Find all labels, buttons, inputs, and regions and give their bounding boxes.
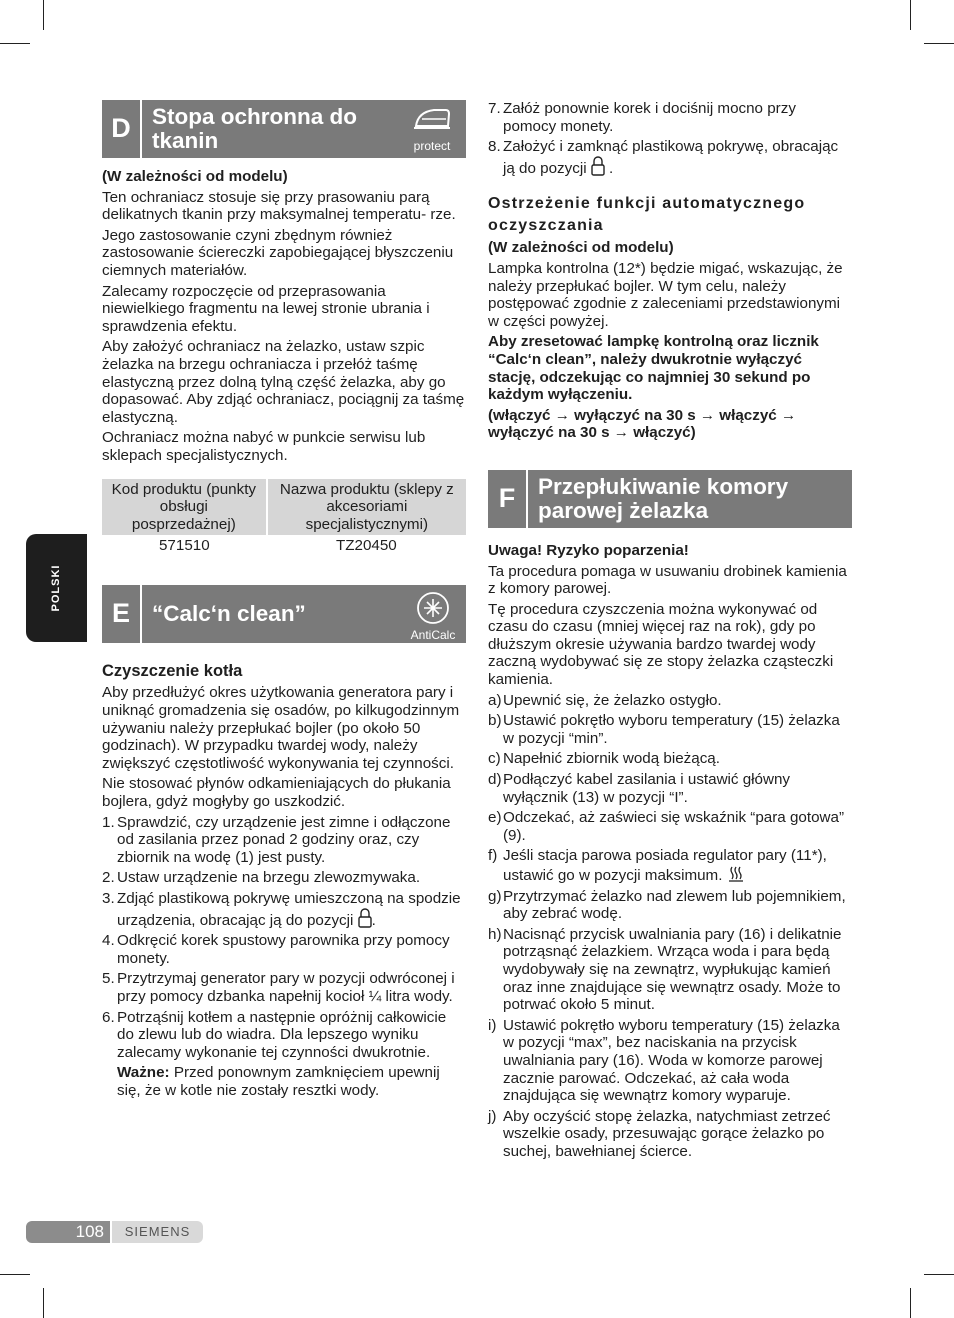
list-item: i) Ustawić pokrętło wyboru temperatury (15) żelazka w pozycji “max”, bez naciskania na przycisk uwalniania pary (16). Woda w komorze parowej zacznie parować. Odczekać, aż cała woda znajdująca się wewnątrz komory wyparuje. <box>488 1016 840 1105</box>
list-item: 7. Załóż ponownie korek i dociśnij mocno przy pomocy monety. <box>488 100 796 135</box>
brand-label: SIEMENS <box>112 1221 203 1243</box>
crop-mark <box>910 0 911 30</box>
list-item: c) Napełnić zbiornik wodą bieżącą. <box>488 750 720 768</box>
section-title: Przepłukiwanie komory parowej żelazka <box>538 473 789 523</box>
product-table <box>102 479 466 557</box>
list-item: f) Jeśli stacja parowa posiada regulator pary (11*), ustawić go w pozycji maksimum. <box>488 847 827 884</box>
table-header: Kod produktu (punkty obsługi posprzedażnej) <box>102 479 267 536</box>
table-cell: 571510 <box>158 537 210 555</box>
list-item: j) Aby oczyścić stopę żelazka, natychmiast zetrzeć wszelkie osady, przesuwając gorące żelazko po suchej, bawełnianej ścierce. <box>488 1107 831 1160</box>
paragraph: Ochraniacz można nabyć w punkcie serwisu lub sklepach specjalistycznych. <box>102 429 426 464</box>
crop-mark <box>924 1274 954 1275</box>
left-column <box>102 100 466 1103</box>
list-item: a) Upewnić się, że żelazko ostygło. <box>488 691 722 709</box>
paragraph: Aby przedłużyć okres użytkowania generatora pary i uniknąć gromadzenia się osadów, po kilkugodzinnym używaniu należy przepłukać bojler (po około 50 godzinach). W przypadku twardej wody, należy zwiększyć częstotliwość wykonywania tej czynności. <box>102 684 460 772</box>
table-cell: TZ20450 <box>335 537 397 555</box>
list-item: d) Podłączyć kabel zasilania i ustawić główny wyłącznik (13) w pozycji “I”. <box>488 771 791 806</box>
protect-badge <box>406 106 458 155</box>
list-item: 5. Przytrzymaj generator pary w pozycji odwróconej i przy pomocy dzbanka napełnij kocioł ¼ litra wody. <box>102 970 455 1005</box>
list-item: 6. Potrząśnij kotłem a następnie opróżnij całkowicie do zlewu lub do wiadra. Dla lepszego wyniku zalecamy wykonanie tej czynności dwukrotnie. <box>102 1008 447 1061</box>
crop-mark <box>0 43 30 44</box>
caution-note: Uwaga! Ryzyko poparzenia! <box>488 541 689 559</box>
reset-sequence: (włączyć → wyłączyć na 30 s → włączyć → wyłączyć na 30 s → włączyć) <box>488 406 797 442</box>
paragraph: Jego zastosowanie czyni zbędnym również zastosowanie ściereczki zapobiegającej błyszczeniu ciemnych materiałów. <box>102 226 454 279</box>
subheading: Czyszczenie kotła <box>102 661 243 680</box>
section-letter: E <box>102 585 140 643</box>
paragraph: Ta procedura pomaga w usuwaniu drobinek kamienia z komory parowej. <box>488 562 847 598</box>
section-letter: D <box>102 100 140 158</box>
crop-mark <box>43 1288 44 1318</box>
anticalc-badge <box>402 591 464 645</box>
badge-label: protect <box>413 138 451 153</box>
list-item: 8. Założyć i zamknąć plastikową pokrywę, obracając ją do pozycji . <box>488 138 839 177</box>
padlock-icon <box>358 908 372 928</box>
warning-heading: Ostrzeżenie funkcji automatycznego oczyszczania <box>488 195 806 235</box>
steam-icon <box>727 865 745 883</box>
model-note: (W zależności od modelu) <box>488 239 674 257</box>
paragraph: Tę procedura czyszczenia można wykonywać od czasu do czasu (mniej więcej raz na rok), gdy po dłuższym okresie używania bardzo twardej wody zaczną wydobywać się ze stopy żelazka cząsteczki kamienia. <box>488 600 834 689</box>
list-item: b) Ustawić pokrętło wyboru temperatury (15) żelazka w pozycji “min”. <box>488 712 840 747</box>
table-header: Nazwa produktu (sklepy z akcesoriami specjalistycznymi) <box>267 479 466 536</box>
paragraph: Zalecamy rozpoczęcie od przeprasowania niewielkiego fragmentu na lewej stronie ubrania i sprawdzenia efektu. <box>102 282 430 335</box>
section-title: Stopa ochronna do tkanin <box>152 104 357 153</box>
reset-instructions: Aby zresetować lampkę kontrolną oraz licznik “Calc‘n clean”, należy dwukrotnie wyłączyć stację, odczekując co najmniej 30 sekund po każdym wyłączeniu. <box>488 333 819 404</box>
section-title: “Calc‘n clean” <box>152 600 306 626</box>
anticalc-icon <box>416 591 450 625</box>
padlock-icon <box>591 156 605 176</box>
section-f-header <box>488 470 852 528</box>
crop-mark <box>910 1288 911 1318</box>
section-letter: F <box>488 470 526 528</box>
list-item: e) Odczekać, aż zaświeci się wskaźnik “para gotowa” (9). <box>488 809 845 844</box>
page-number: 108 <box>26 1221 110 1243</box>
crop-mark <box>924 43 954 44</box>
list-item: 1. Sprawdzić, czy urządzenie jest zimne i odłączone od zasilania przez ponad 2 godziny oraz, czy zbiornik na wodę (1) jest pusty. <box>102 813 451 866</box>
iron-icon <box>412 106 452 132</box>
paragraph: Aby założyć ochraniacz na żelazko, ustaw szpic żelazka na brzegu ochraniacza i przełóż taśmę elastyczną przez dolną tylną część żelazka, aby go dopasować. Aby zdjąć ochraniacz, pociągnij za taśmę elastyczną. <box>102 338 465 426</box>
important-note: Ważne: Przed ponownym zamknięciem upewnij się, że w kotle nie zostały resztki wody. <box>117 1064 440 1099</box>
language-tab <box>26 534 87 642</box>
crop-mark <box>43 0 44 30</box>
list-item: 4. Odkręcić korek spustowy parownika przy pomocy monety. <box>102 932 450 967</box>
right-column <box>488 100 852 1164</box>
language-tab-label: POLSKI <box>50 564 62 612</box>
list-item: 2. Ustaw urządzenie na brzegu zlewozmywaka. <box>102 869 421 887</box>
section-d-header <box>102 100 466 158</box>
section-e-header <box>102 585 466 643</box>
badge-label: AntiCalc <box>410 628 456 643</box>
paragraph: Nie stosować płynów odkamieniających do płukania bojlera, gdyż mogłyby go uszkodzić. <box>102 775 451 811</box>
crop-mark <box>0 1274 30 1275</box>
paragraph: Lampka kontrolna (12*) będzie migać, wskazując, że należy przepłukać bojler. W tym celu, należy postępować zgodnie z zaleceniami przedstawionymi w części powyżej. <box>488 259 843 330</box>
list-item: h) Nacisnąć przycisk uwalniania pary (16) i delikatnie potrząsnąć żelazkiem. Wrząca woda i para będą wydobywały się na zewnątrz, wypłukując kamień oraz inne znajdujące się wewnątrz osady. Może to potrwać około 5 minut. <box>488 925 842 1014</box>
model-note: (W zależności od modelu) <box>102 168 288 185</box>
list-item: g) Przytrzymać żelazko nad zlewem lub pojemnikiem, aby zebrać wodę. <box>488 887 846 923</box>
paragraph: Ten ochraniacz stosuje się przy prasowaniu parą delikatnych tkanin przy maksymalnej temperatu- rze. <box>102 188 456 224</box>
list-item: 3. Zdjąć plastikową pokrywę umieszczoną na spodzie urządzenia, obracając ją do pozycji . <box>102 890 461 929</box>
